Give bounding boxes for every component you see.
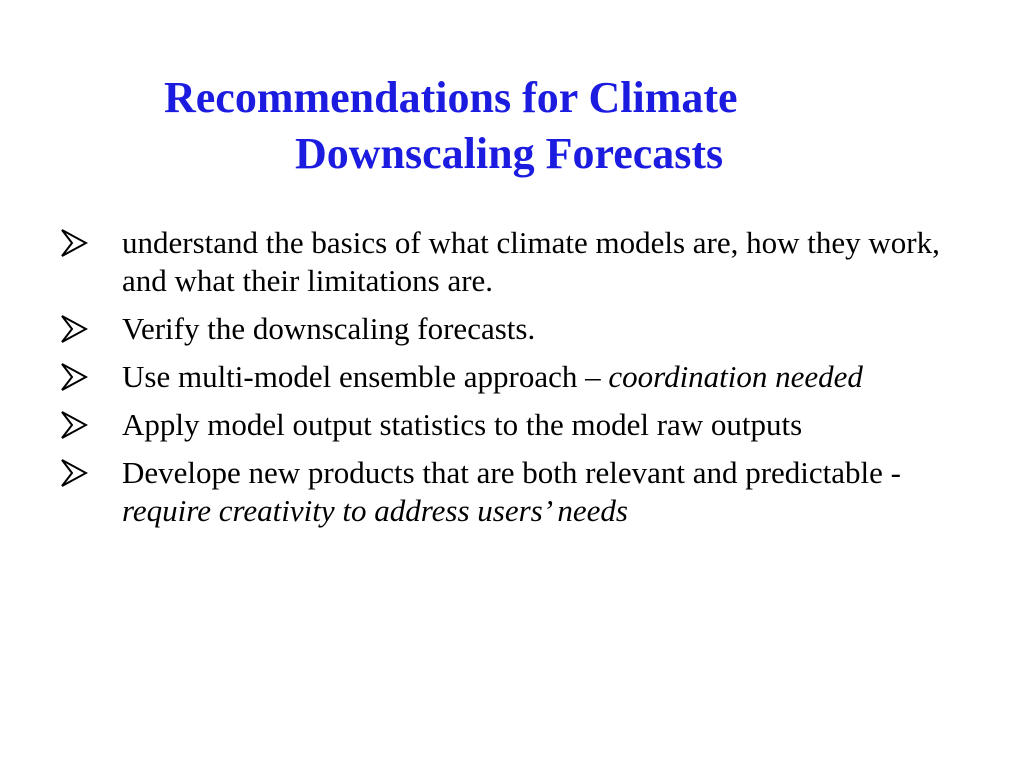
bullet-list bbox=[60, 224, 960, 540]
bullet-item bbox=[60, 406, 960, 444]
bullet-text: Develope new products that are both relevant and predictable - bbox=[122, 455, 901, 490]
arrowhead-bullet-icon bbox=[60, 362, 88, 392]
bullet-text: Use multi-model ensemble approach – bbox=[122, 359, 609, 394]
bullet-emphasis: require creativity to address users’ needs bbox=[122, 493, 628, 528]
bullet-text: Verify the downscaling forecasts. bbox=[122, 311, 536, 346]
slide-title bbox=[164, 70, 924, 182]
bullet-emphasis: coordination needed bbox=[608, 359, 863, 394]
arrowhead-bullet-icon bbox=[60, 458, 88, 488]
bullet-item bbox=[60, 224, 960, 300]
bullet-item bbox=[60, 454, 960, 530]
slide-title-line1: Recommendations for Climate bbox=[164, 73, 738, 122]
bullet-item bbox=[60, 310, 960, 348]
arrowhead-bullet-icon bbox=[60, 410, 88, 440]
slide-title-line2: Downscaling Forecasts bbox=[295, 129, 724, 178]
bullet-text: Apply model output statistics to the model raw outputs bbox=[122, 407, 803, 442]
bullet-text: understand the basics of what climate models are, how they work, and what their limitations are. bbox=[122, 225, 940, 298]
arrowhead-bullet-icon bbox=[60, 228, 88, 258]
arrowhead-bullet-icon bbox=[60, 314, 88, 344]
bullet-item bbox=[60, 358, 960, 396]
